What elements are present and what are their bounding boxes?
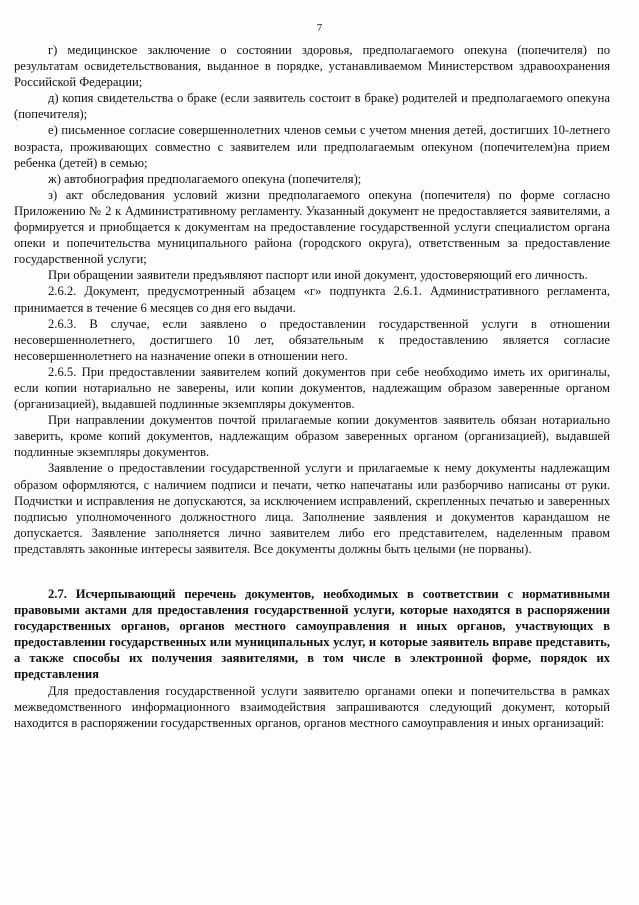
section-body: Для предоставления государственной услуги заявителю органами опеки и попечительства в рамках межведомственного информационного взаимодействия запрашиваются следующий документ, который находится в распоряжении государственных органов, органов местного самоуправления и иных организаций: [14, 683, 610, 730]
section-number: 2.7. [48, 587, 67, 601]
list-item-e: е) письменное согласие совершеннолетних членов семьи с учетом мнения детей, достигших 10-летнего возраста, проживающих совместно с заявителем или предполагаемым опекуном (попечителем)на прием ребенка (детей) в семью; [14, 123, 610, 170]
paragraph-2-6-3: 2.6.3. В случае, если заявлено о предоставлении государственной услуги в отношении несовершеннолетнего, достигшего 10 лет, обязательным к предоставлению является согласие несовершеннолетнего на назначение опеки в отношении него. [14, 316, 610, 363]
section-heading [14, 586, 610, 683]
paragraph-2-6-5: 2.6.5. При предоставлении заявителем копий документов при себе необходимо иметь их оригиналы, если копии нотариально не заверены, или копии документов, надлежащим образом заверенные органом (организацией), выдавшей подлинные экземпляры документов. [14, 364, 610, 412]
page-number: 7 [316, 22, 323, 34]
paragraph-passport: При обращении заявители предъявляют паспорт или иной документ, удостоверяющий его личность. [48, 268, 588, 283]
list-item-zh: ж) автобиография предполагаемого опекуна (попечителя); [48, 171, 362, 186]
paragraph-2-6-2: 2.6.2. Документ, предусмотренный абзацем «г» подпункта 2.6.1. Административного регламента, принимается в течение 6 месяцев со дня его выдачи. [14, 284, 610, 315]
list-item-g: г) медицинское заключение о состоянии здоровья, предполагаемого опекуна (попечителя) по результатам освидетельствования, выданное в порядке, устанавливаемом Министерством здравоохранения Российской Федерации; [14, 43, 610, 90]
list-item-z: з) акт обследования условий жизни предполагаемого опекуна (попечителя) по форме согласно Приложению № 2 к Административному регламенту. Указанный документ не предоставляется заявителями, а формируется и приобщается к документам на предоставление государственной услуги специалистом органа опеки и попечительства муниципального района (городского округа), ответственным за предоставление государственной услуги; [14, 187, 610, 267]
section-heading-text: Исчерпывающий перечень документов, необходимых в соответствии с нормативными правовыми актами для предоставления государственной услуги, которые находятся в распоряжении государственных органов, органов местного самоуправления и иных органов, участвующих в предоставлении государственных или муниципальных услуг, и которые заявитель вправе представить, а также способы их получения заявителями, в том числе в электронной форме, порядок их представления [14, 587, 610, 682]
document-body [14, 42, 610, 731]
list-item-d: д) копия свидетельства о браке (если заявитель состоит в браке) родителей и предполагаемого опекуна (попечителя); [14, 91, 610, 122]
paragraph-application-form: Заявление о предоставлении государственной услуги и прилагаемые к нему документы надлежащим образом оформляются, с наличием подписи и печати, четко напечатаны или разборчиво написаны от руки. Подчистки и исправления не допускаются, за исключением исправлений, скрепленных печатью и заверенных подписью уполномоченного должностного лица. Заполнение заявления и документов карандашом не допускается. Заявление заполняется лично заявителем либо его представителем, наделенным правом представлять законные интересы заявителя. Все документы должны быть целыми (не порваны). [14, 461, 610, 556]
paragraph-mail: При направлении документов почтой прилагаемые копии документов заявитель обязан нотариально заверить, кроме копий документов, надлежащим образом заверенных органом (организацией), выдавшей подлинные экземпляры документов. [14, 413, 610, 460]
